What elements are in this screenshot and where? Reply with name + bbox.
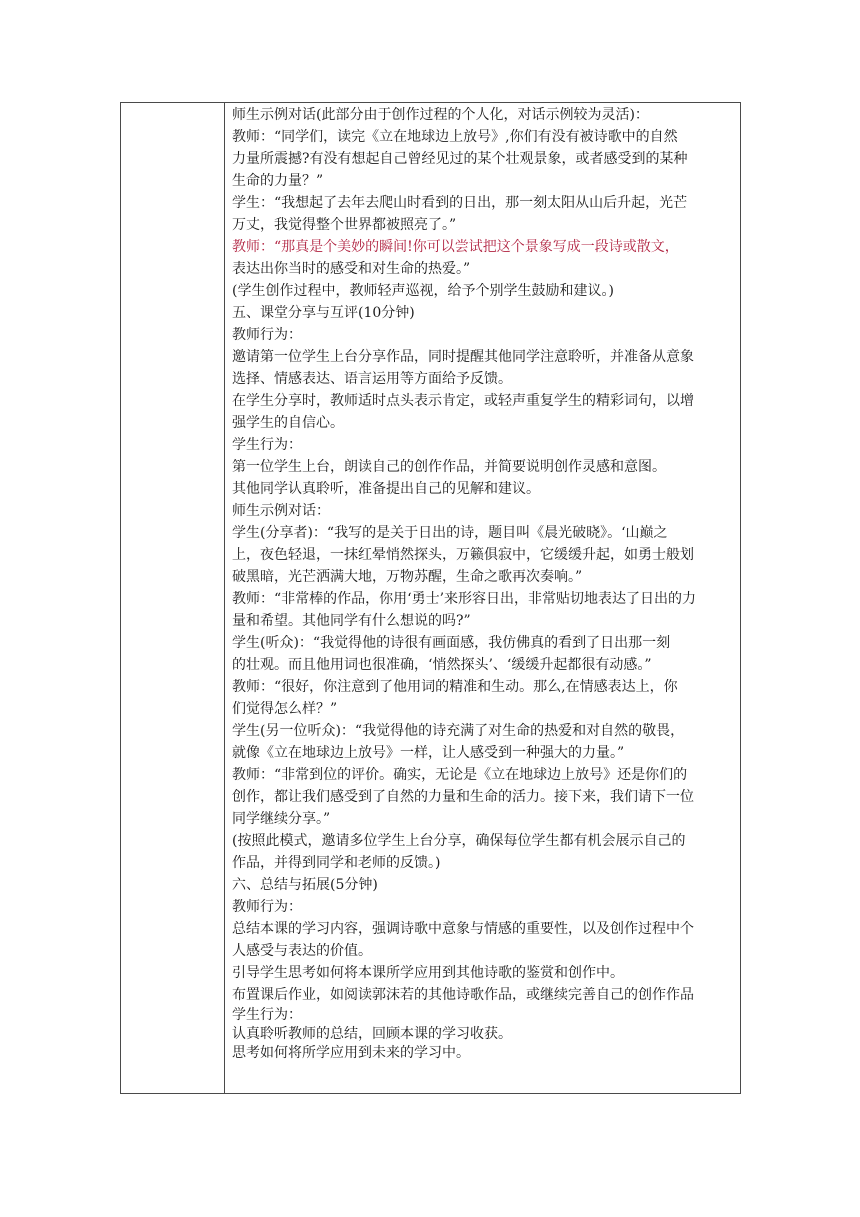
text-line: 教师：“非常棒的作品，你用‘勇士’来形容日出，非常贴切地表达了日出的力 bbox=[232, 591, 697, 607]
text-line: 在学生分享时，教师适时点头表示肯定，或轻声重复学生的精彩词句，以增 bbox=[232, 393, 694, 409]
text-line: 布置课后作业，如阅读郭沫若的其他诗歌作品，或继续完善自己的创作作品 bbox=[232, 987, 694, 1003]
section-heading: 五、课堂分享与互评(10分钟) bbox=[232, 305, 415, 321]
text-line: 学生：“我想起了去年去爬山时看到的日出，那一刻太阳从山后升起，光芒 bbox=[232, 195, 688, 211]
text-line: 力量所震撼?有没有想起自己曾经见过的某个壮观景象，或者感受到的某种 bbox=[232, 151, 688, 167]
text-line: 师生示例对话(此部分由于创作过程的个人化，对话示例较为灵活)： bbox=[232, 107, 649, 123]
text-line: 引导学生思考如何将本课所学应用到其他诗歌的鉴赏和创作中。 bbox=[232, 965, 624, 981]
lesson-content bbox=[232, 104, 738, 1063]
text-line: 学生(听众)：“我觉得他的诗很有画面感，我仿佛真的看到了日出那一刻 bbox=[232, 635, 671, 651]
text-line: 教师：“非常到位的评价。确实，无论是《立在地球边上放号》还是你们的 bbox=[232, 767, 688, 783]
text-line: 选择、情感表达、语言运用等方面给予反馈。 bbox=[232, 371, 512, 387]
text-line: 的壮观。而且他用词也很准确，‘悄然探头’、‘缓缓升起都很有动感。” bbox=[232, 657, 652, 673]
text-line: 其他同学认真聆听，准备提出自己的见解和建议。 bbox=[232, 481, 540, 497]
text-line: 万丈，我觉得整个世界都被照亮了。” bbox=[232, 217, 457, 233]
text-line: 思考如何将所学应用到未来的学习中。 bbox=[232, 1045, 470, 1061]
text-line: 作品，并得到同学和老师的反馈。) bbox=[232, 855, 441, 871]
text-line: 们觉得怎么样？” bbox=[232, 701, 338, 717]
text-line: 创作，都让我们感受到了自然的力量和生命的活力。接下来，我们请下一位 bbox=[232, 789, 694, 805]
text-line: 破黑暗，光芒洒满大地，万物苏醒，生命之歌再次奏响。” bbox=[232, 569, 583, 585]
text-line: 教师：“很好，你注意到了他用词的精准和生动。那么,在情感表达上，你 bbox=[232, 679, 678, 695]
text-line: 学生(分享者)：“我写的是关于日出的诗，题目叫《晨光破晓》。‘山巅之 bbox=[232, 525, 668, 541]
text-line: 教师行为： bbox=[232, 899, 302, 915]
text-line: (按照此模式，邀请多位学生上台分享，确保每位学生都有机会展示自己的 bbox=[232, 833, 686, 849]
text-line: 教师行为： bbox=[232, 327, 302, 343]
text-line: 教师：“同学们，读完《立在地球边上放号》,你们有没有被诗歌中的自然 bbox=[232, 129, 678, 145]
text-line: (学生创作过程中，教师轻声巡视，给予个别学生鼓励和建议。) bbox=[232, 283, 614, 299]
text-line: 表达出你当时的感受和对生命的热爱。” bbox=[232, 261, 471, 277]
left-column-cell bbox=[121, 103, 224, 1093]
column-divider bbox=[224, 103, 225, 1093]
text-line: 生命的力量？” bbox=[232, 173, 324, 189]
lesson-table bbox=[120, 102, 741, 1094]
text-line: 邀请第一位学生上台分享作品，同时提醒其他同学注意聆听，并准备从意象 bbox=[232, 349, 694, 365]
text-line: 强学生的自信心。 bbox=[232, 415, 344, 431]
text-line: 师生示例对话： bbox=[232, 503, 330, 519]
text-line: 总结本课的学习内容，强调诗歌中意象与情感的重要性，以及创作过程中个 bbox=[232, 921, 694, 937]
text-line: 认真聆听教师的总结，回顾本课的学习收获。 bbox=[232, 1026, 512, 1042]
text-line: 就像《立在地球边上放号》一样，让人感受到一种强大的力量。” bbox=[232, 745, 625, 761]
text-line: 上，夜色轻退，一抹红晕悄然探头，万籁俱寂中，它缓缓升起，如勇士般划 bbox=[232, 547, 694, 563]
text-line: 人感受与表达的价值。 bbox=[232, 943, 372, 959]
section-heading: 六、总结与拓展(5分钟) bbox=[232, 877, 378, 893]
text-line: 学生行为： bbox=[232, 437, 302, 453]
text-line: 同学继续分享。” bbox=[232, 811, 331, 827]
text-line: 第一位学生上台，朗读自己的创作作品，并简要说明创作灵感和意图。 bbox=[232, 459, 666, 475]
highlighted-text-line: 教师：“那真是个美妙的瞬间!你可以尝试把这个景象写成一段诗或散文， bbox=[232, 239, 679, 255]
text-line: 学生(另一位听众)：“我觉得他的诗充满了对生命的热爱和对自然的敬畏， bbox=[232, 723, 685, 739]
text-line: 学生行为： bbox=[232, 1007, 302, 1023]
text-line: 量和希望。其他同学有什么想说的吗?” bbox=[232, 613, 471, 629]
